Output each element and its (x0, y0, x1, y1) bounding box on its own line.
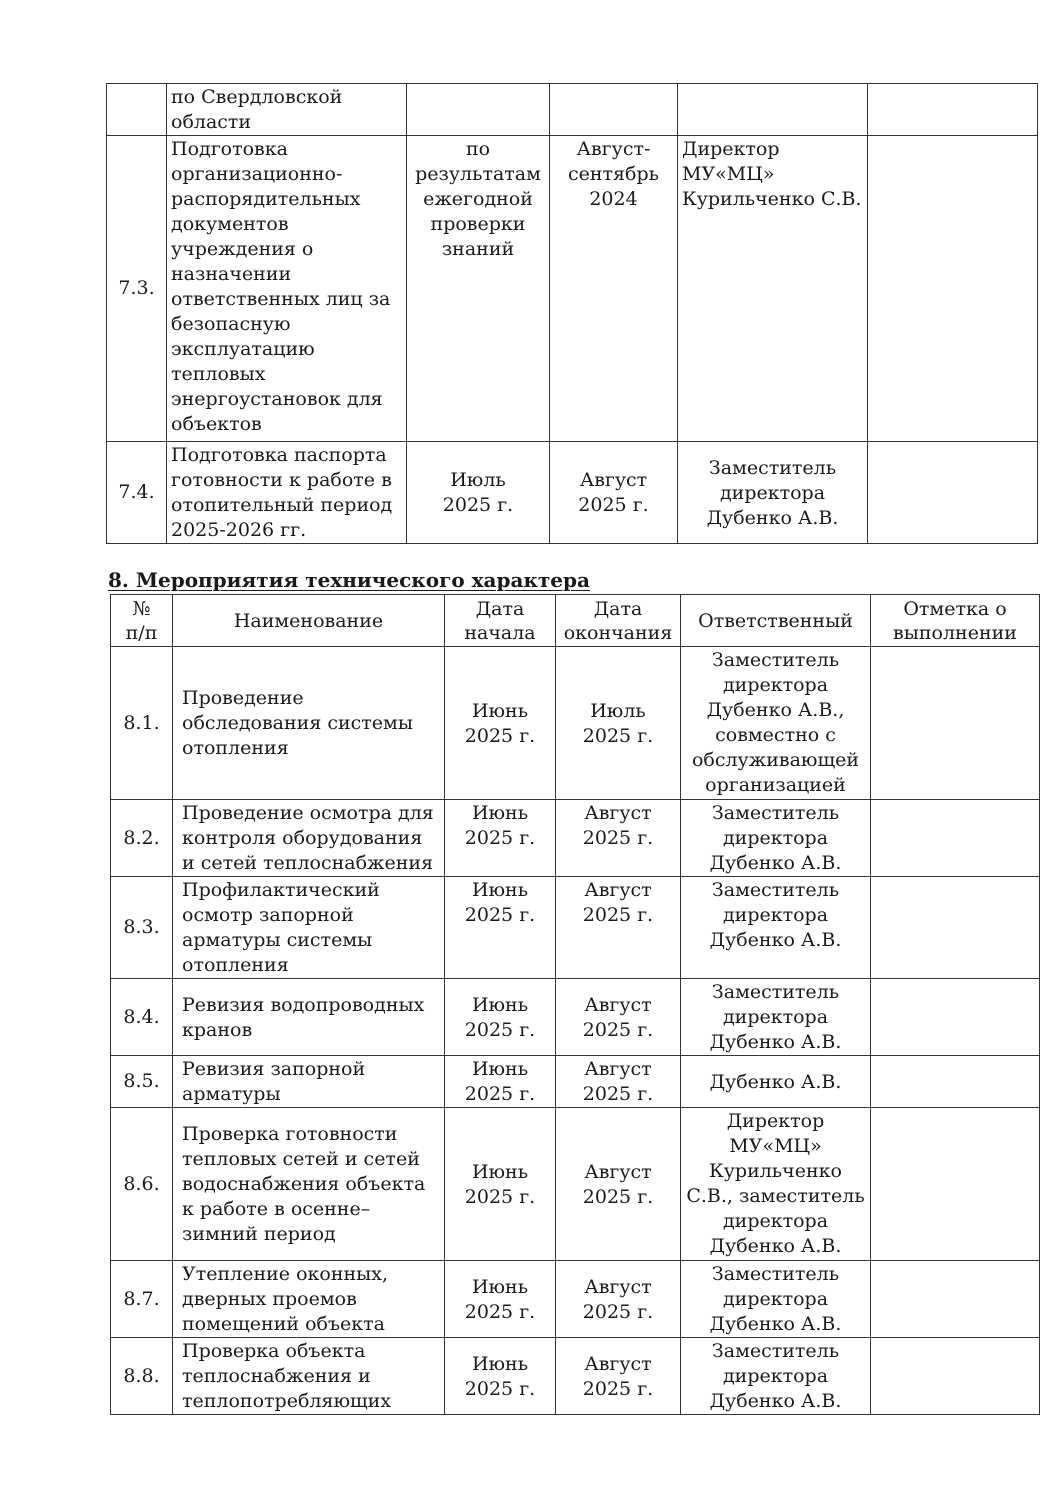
row-responsible: Директор МУ«МЦ» Курильченко С.В., заместитель директора Дубенко А.В. (681, 1108, 871, 1261)
row-mark (871, 979, 1040, 1056)
row-name: Утепление оконных, дверных проемов помещений объекта (173, 1261, 445, 1338)
row-start-date: Июль 2025 г. (407, 442, 550, 544)
row-number: 8.2. (111, 800, 173, 877)
table-row (111, 979, 1040, 1056)
row-name: Проведение обследования системы отопления (173, 647, 445, 800)
table-row (111, 647, 1040, 800)
row-start-date: по результатам ежегодной проверки знаний (407, 136, 550, 442)
row-responsible: Заместитель директора Дубенко А.В. (678, 442, 868, 544)
row-end-date: Август 2025 г. (556, 1056, 681, 1108)
table-row (107, 84, 1038, 136)
row-end-date: Август 2025 г. (556, 1338, 681, 1415)
row-responsible: Заместитель директора Дубенко А.В., совместно с обслуживающей организацией (681, 647, 871, 800)
row-name: по Свердловской области (167, 84, 407, 136)
row-mark (868, 136, 1038, 442)
row-mark (868, 84, 1038, 136)
row-start-date: Июнь 2025 г. (445, 877, 556, 979)
table-row (111, 1338, 1040, 1415)
row-number: 8.1. (111, 647, 173, 800)
row-number (107, 84, 167, 136)
row-mark (871, 800, 1040, 877)
row-end-date (550, 84, 678, 136)
header-mark: Отметка о выполнении (871, 595, 1040, 647)
row-name: Профилактический осмотр запорной арматуры системы отопления (173, 877, 445, 979)
row-number: 8.4. (111, 979, 173, 1056)
table-row (111, 1056, 1040, 1108)
row-number: 8.5. (111, 1056, 173, 1108)
header-number: № п/п (111, 595, 173, 647)
row-start-date: Июнь 2025 г. (445, 1056, 556, 1108)
table-row (107, 136, 1038, 442)
row-start-date: Июнь 2025 г. (445, 1261, 556, 1338)
row-name: Ревизия водопроводных кранов (173, 979, 445, 1056)
table-row (111, 877, 1040, 979)
row-mark (871, 1056, 1040, 1108)
row-mark (871, 877, 1040, 979)
row-mark (871, 647, 1040, 800)
section8-table (110, 594, 1040, 1415)
header-name: Наименование (173, 595, 445, 647)
header-end-date: Дата окончания (556, 595, 681, 647)
row-responsible (678, 84, 868, 136)
row-responsible: Заместитель директора Дубенко А.В. (681, 1261, 871, 1338)
section7-table (106, 83, 1038, 544)
row-start-date (407, 84, 550, 136)
section-8-title: 8. Мероприятия технического характера (108, 568, 590, 592)
row-number: 8.6. (111, 1108, 173, 1261)
table-header-row (111, 595, 1040, 647)
row-number: 7.3. (107, 136, 167, 442)
row-responsible: Заместитель директора Дубенко А.В. (681, 800, 871, 877)
row-responsible: Директор МУ«МЦ» Курильченко С.В. (678, 136, 868, 442)
header-start-date: Дата начала (445, 595, 556, 647)
row-mark (871, 1261, 1040, 1338)
row-end-date: Август 2025 г. (556, 877, 681, 979)
row-number: 8.8. (111, 1338, 173, 1415)
row-end-date: Август 2025 г. (556, 1261, 681, 1338)
row-name: Проверка готовности тепловых сетей и сетей водоснабжения объекта к работе в осенне– зимний период (173, 1108, 445, 1261)
row-start-date: Июнь 2025 г. (445, 979, 556, 1056)
table-row (111, 1108, 1040, 1261)
row-start-date: Июнь 2025 г. (445, 800, 556, 877)
row-mark (871, 1338, 1040, 1415)
table-row (107, 442, 1038, 544)
table-row (111, 1261, 1040, 1338)
row-name: Ревизия запорной арматуры (173, 1056, 445, 1108)
row-number: 7.4. (107, 442, 167, 544)
row-mark (871, 1108, 1040, 1261)
row-start-date: Июнь 2025 г. (445, 1108, 556, 1261)
row-responsible: Заместитель директора Дубенко А.В. (681, 1338, 871, 1415)
row-name: Подготовка организационно- распорядительных документов учреждения о назначении ответственных лиц за безопасную эксплуатацию тепловых энергоустановок для объектов (167, 136, 407, 442)
header-responsible: Ответственный (681, 595, 871, 647)
row-number: 8.3. (111, 877, 173, 979)
row-responsible: Заместитель директора Дубенко А.В. (681, 877, 871, 979)
row-end-date: Июль 2025 г. (556, 647, 681, 800)
row-name: Подготовка паспорта готовности к работе в отопительный период 2025-2026 гг. (167, 442, 407, 544)
row-start-date: Июнь 2025 г. (445, 1338, 556, 1415)
row-responsible: Заместитель директора Дубенко А.В. (681, 979, 871, 1056)
row-end-date: Август 2025 г. (550, 442, 678, 544)
row-name: Проведение осмотра для контроля оборудования и сетей теплоснабжения (173, 800, 445, 877)
row-end-date: Август 2025 г. (556, 979, 681, 1056)
row-mark (868, 442, 1038, 544)
row-name: Проверка объекта теплоснабжения и теплопотребляющих (173, 1338, 445, 1415)
row-number: 8.7. (111, 1261, 173, 1338)
row-end-date: Август 2025 г. (556, 800, 681, 877)
row-end-date: Август 2025 г. (556, 1108, 681, 1261)
table-row (111, 800, 1040, 877)
row-start-date: Июнь 2025 г. (445, 647, 556, 800)
row-end-date: Август- сентябрь 2024 (550, 136, 678, 442)
row-responsible: Дубенко А.В. (681, 1056, 871, 1108)
